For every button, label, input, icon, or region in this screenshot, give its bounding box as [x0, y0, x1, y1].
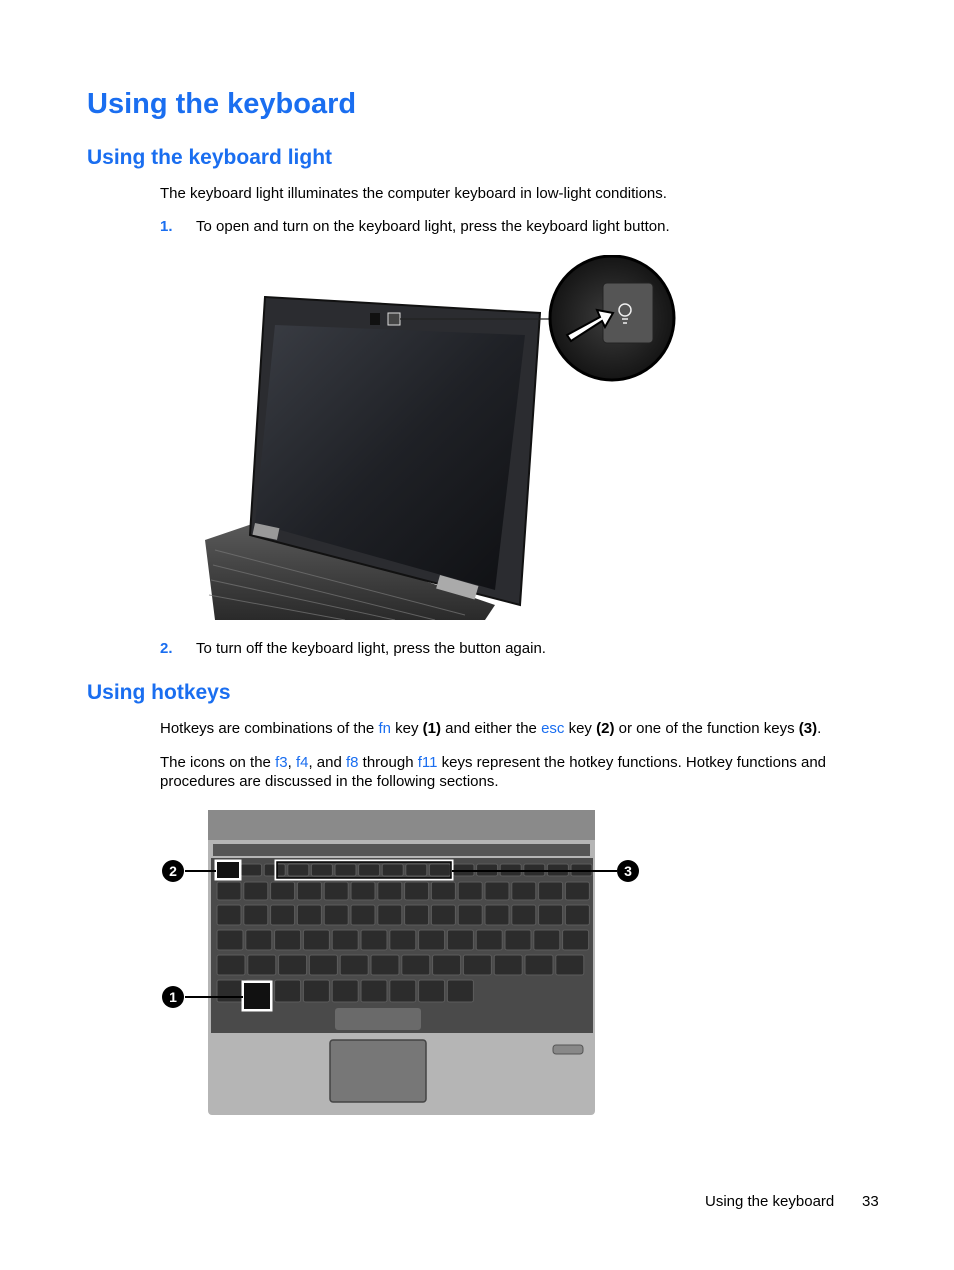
key	[217, 905, 241, 925]
key	[525, 955, 553, 975]
key	[431, 882, 455, 900]
key	[458, 882, 482, 900]
key	[340, 955, 368, 975]
key	[359, 864, 380, 876]
key	[324, 905, 348, 925]
key	[431, 905, 455, 925]
key	[563, 930, 589, 950]
section-heading-hotkeys: Using hotkeys	[87, 681, 231, 704]
key	[565, 882, 589, 900]
key	[512, 905, 536, 925]
key	[244, 882, 268, 900]
key	[332, 980, 358, 1002]
key	[246, 930, 272, 950]
key	[332, 930, 358, 950]
pointing-stick-buttons	[335, 1008, 421, 1030]
key	[565, 905, 589, 925]
key	[512, 882, 536, 900]
key	[275, 930, 301, 950]
key	[485, 882, 509, 900]
key	[248, 955, 276, 975]
key	[402, 955, 430, 975]
key	[458, 905, 482, 925]
key	[303, 980, 329, 1002]
keyboard-light-button	[388, 313, 400, 325]
step-text-1: To open and turn on the keyboard light, press the keyboard light button.	[196, 218, 670, 235]
key	[297, 882, 321, 900]
key	[361, 980, 387, 1002]
hotkeys-paragraph-1: Hotkeys are combinations of the fn key (1) and either the esc key (2) or one of the function keys (3).	[160, 720, 822, 737]
key	[217, 980, 243, 1002]
callout-3-label: 3	[624, 863, 632, 879]
key	[485, 905, 509, 925]
step-number-1: 1.	[160, 218, 173, 235]
key	[382, 864, 403, 876]
key	[556, 955, 584, 975]
key	[476, 930, 502, 950]
key	[324, 882, 348, 900]
webcam	[370, 313, 380, 325]
key	[405, 882, 429, 900]
key	[361, 930, 387, 950]
key	[433, 955, 461, 975]
key	[297, 905, 321, 925]
key	[271, 905, 295, 925]
key	[217, 955, 245, 975]
key	[275, 980, 301, 1002]
keyboard-hotkeys-illustration	[155, 808, 650, 1120]
key	[351, 905, 375, 925]
key	[447, 980, 473, 1002]
key	[351, 882, 375, 900]
keyboard-light-intro: The keyboard light illuminates the computer keyboard in low-light conditions.	[160, 185, 667, 202]
key	[311, 864, 332, 876]
footer-label: Using the keyboard	[705, 1193, 835, 1210]
key	[463, 955, 491, 975]
callout-2-label: 2	[169, 863, 177, 879]
page-title: Using the keyboard	[87, 88, 357, 120]
key	[378, 882, 402, 900]
step-text-2: To turn off the keyboard light, press the button again.	[196, 640, 546, 657]
hotkeys-paragraph-2: The icons on the f3, f4, and f8 through f11 keys represent the hotkey functions. Hotkey functions and procedures are discussed in the following sections.	[160, 754, 827, 790]
key	[539, 905, 563, 925]
key	[390, 980, 416, 1002]
callout-1-label: 1	[169, 989, 177, 1005]
key	[429, 864, 450, 876]
step-number-2: 2.	[160, 640, 173, 657]
section-heading-keyboard-light: Using the keyboard light	[87, 146, 333, 169]
key	[309, 955, 337, 975]
key	[378, 905, 402, 925]
key	[494, 955, 522, 975]
key	[288, 864, 309, 876]
key	[405, 905, 429, 925]
key	[419, 980, 445, 1002]
key	[419, 930, 445, 950]
key	[406, 864, 427, 876]
key	[279, 955, 307, 975]
key	[390, 930, 416, 950]
key	[371, 955, 399, 975]
touchpad	[330, 1040, 426, 1102]
key	[505, 930, 531, 950]
key	[217, 882, 241, 900]
key	[303, 930, 329, 950]
key	[539, 882, 563, 900]
key	[271, 882, 295, 900]
key	[335, 864, 356, 876]
key	[241, 864, 262, 876]
laptop-keyboard-light-illustration	[195, 255, 680, 620]
key	[534, 930, 560, 950]
key	[244, 905, 268, 925]
fingerprint-reader	[553, 1045, 583, 1054]
key	[447, 930, 473, 950]
key	[217, 930, 243, 950]
page-number: 33	[862, 1193, 879, 1210]
